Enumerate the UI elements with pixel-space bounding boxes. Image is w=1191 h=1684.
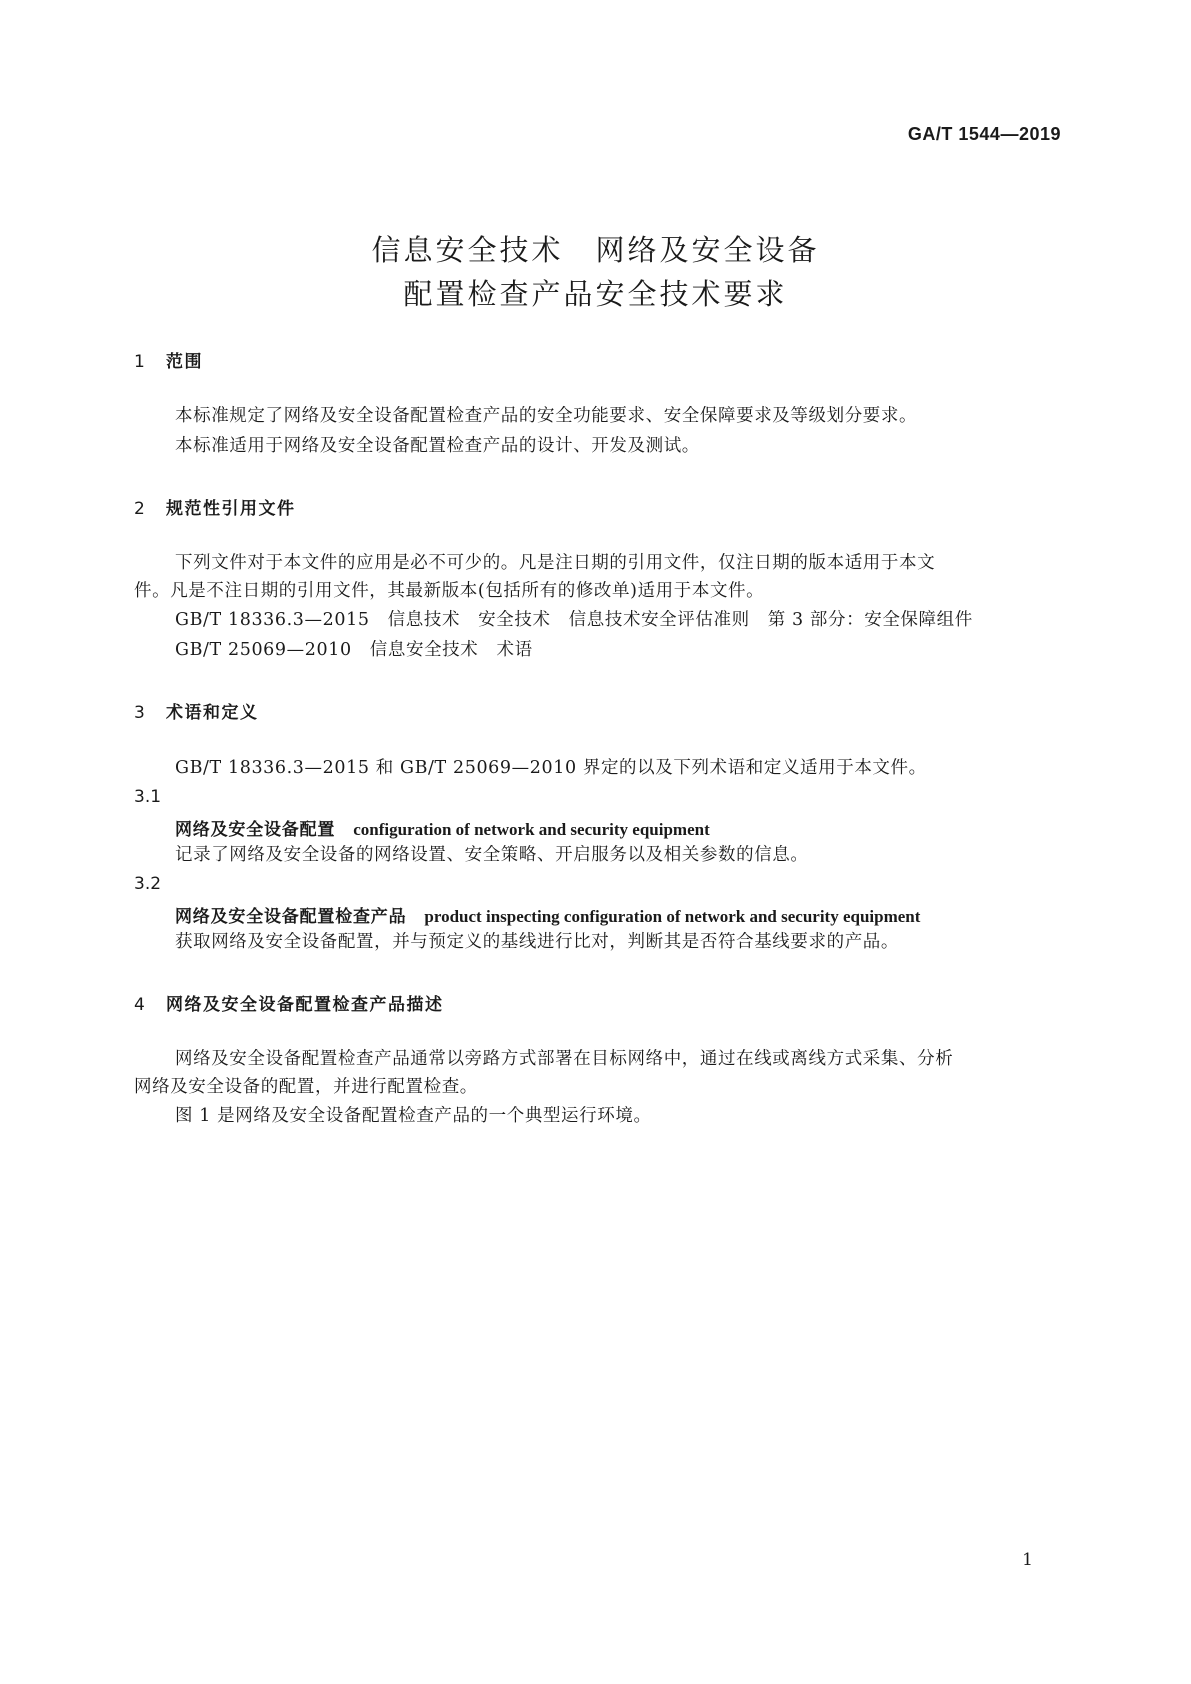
document-title-line-1: 信息安全技术 网络及安全设备 — [371, 233, 820, 267]
paragraph: GB/T 18336.3—2015 和 GB/T 25069—2010 界定的以及下列术语和定义适用于本文件。 — [175, 758, 927, 778]
reference-item: GB/T 25069—2010 信息安全技术 术语 — [175, 640, 533, 660]
page-number: 1 — [1022, 1550, 1033, 1570]
term-chinese: 网络及安全设备配置检查产品 — [175, 907, 407, 927]
section-2-heading — [134, 494, 296, 519]
section-title: 术语和定义 — [166, 703, 259, 723]
term-number: 3.1 — [134, 787, 162, 807]
paragraph: 下列文件对于本文件的应用是必不可少的。凡是注日期的引用文件，仅注日期的版本适用于本文 — [175, 553, 936, 573]
section-number: 1 — [134, 352, 147, 372]
section-1-heading — [134, 347, 203, 372]
reference-item: GB/T 18336.3—2015 信息技术 安全技术 信息技术安全评估准则 第 3 部分：安全保障组件 — [175, 610, 973, 630]
term-entry — [175, 815, 710, 840]
section-4-heading — [134, 990, 444, 1015]
document-title-line-2: 配置检查产品安全技术要求 — [403, 277, 788, 311]
section-title: 规范性引用文件 — [166, 499, 296, 519]
paragraph: 网络及安全设备配置检查产品通常以旁路方式部署在目标网络中，通过在线或离线方式采集、分析 — [175, 1049, 954, 1069]
section-number: 2 — [134, 499, 147, 519]
term-english: product inspecting configuration of network and security equipment — [424, 907, 921, 926]
section-number: 4 — [134, 995, 147, 1015]
section-title: 范围 — [166, 352, 203, 372]
paragraph-continuation: 件。凡是不注日期的引用文件，其最新版本(包括所有的修改单)适用于本文件。 — [134, 581, 765, 601]
term-entry — [175, 902, 920, 927]
term-english: configuration of network and security equipment — [353, 820, 710, 839]
paragraph: 本标准适用于网络及安全设备配置检查产品的设计、开发及测试。 — [175, 436, 700, 456]
term-definition: 记录了网络及安全设备的网络设置、安全策略、开启服务以及相关参数的信息。 — [175, 845, 809, 865]
standard-code: GA/T 1544—2019 — [907, 124, 1061, 144]
section-number: 3 — [134, 703, 147, 723]
term-definition: 获取网络及安全设备配置，并与预定义的基线进行比对，判断其是否符合基线要求的产品。 — [175, 932, 899, 952]
section-3-heading — [134, 698, 259, 723]
paragraph: 图 1 是网络及安全设备配置检查产品的一个典型运行环境。 — [175, 1106, 652, 1126]
section-title: 网络及安全设备配置检查产品描述 — [166, 995, 444, 1015]
paragraph-continuation: 网络及安全设备的配置，并进行配置检查。 — [134, 1077, 478, 1097]
term-chinese: 网络及安全设备配置 — [175, 820, 336, 840]
term-number: 3.2 — [134, 874, 162, 894]
paragraph: 本标准规定了网络及安全设备配置检查产品的安全功能要求、安全保障要求及等级划分要求。 — [175, 406, 918, 426]
